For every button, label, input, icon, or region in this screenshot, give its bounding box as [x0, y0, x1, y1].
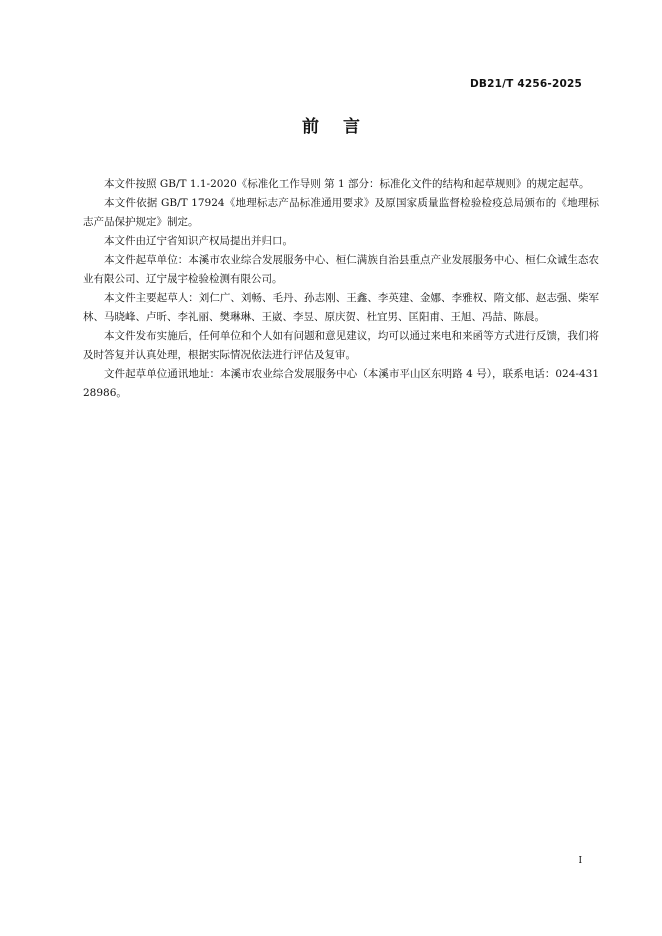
paragraph-drafting-rules: 本文件按照 GB/T 1.1-2020《标准化工作导则 第 1 部分：标准化文件的结构和起草规则》的规定起草。	[104, 178, 590, 190]
page-title: 前言	[302, 117, 384, 137]
paragraph-feedback: 本文件发布实施后，任何单位和个人如有问题和意见建议，均可以通过来电和来函等方式进行反馈，我们将及时答复并认真处理，根据实际情况依法进行评估及复审。	[83, 330, 599, 361]
paragraph-drafters: 本文件主要起草人：刘仁广、刘畅、毛丹、孙志刚、王鑫、李英建、金娜、李雅权、隋文郁、赵志强、柴军林、马晓峰、卢昕、李礼丽、樊琳琳、王崴、李昱、原庆贺、杜宜男、匡阳甫、王旭、冯喆、陈晨。	[83, 292, 599, 323]
document-code: DB21/T 4256-2025	[470, 78, 582, 90]
paragraph-contact: 文件起草单位通讯地址：本溪市农业综合发展服务中心（本溪市平山区东明路 4 号），联系电话：024-43128986。	[83, 368, 599, 399]
foreword-body	[83, 175, 599, 403]
page-number: I	[578, 856, 582, 866]
paragraph-proposer: 本文件由辽宁省知识产权局提出并归口。	[104, 235, 293, 247]
paragraph-drafting-units: 本文件起草单位：本溪市农业综合发展服务中心、桓仁满族自治县重点产业发展服务中心、桓仁众诚生态农业有限公司、辽宁晟宇检验检测有限公司。	[83, 254, 599, 285]
paragraph-basis: 本文件依据 GB/T 17924《地理标志产品标准通用要求》及原国家质量监督检验检疫总局颁布的《地理标志产品保护规定》制定。	[83, 197, 599, 228]
